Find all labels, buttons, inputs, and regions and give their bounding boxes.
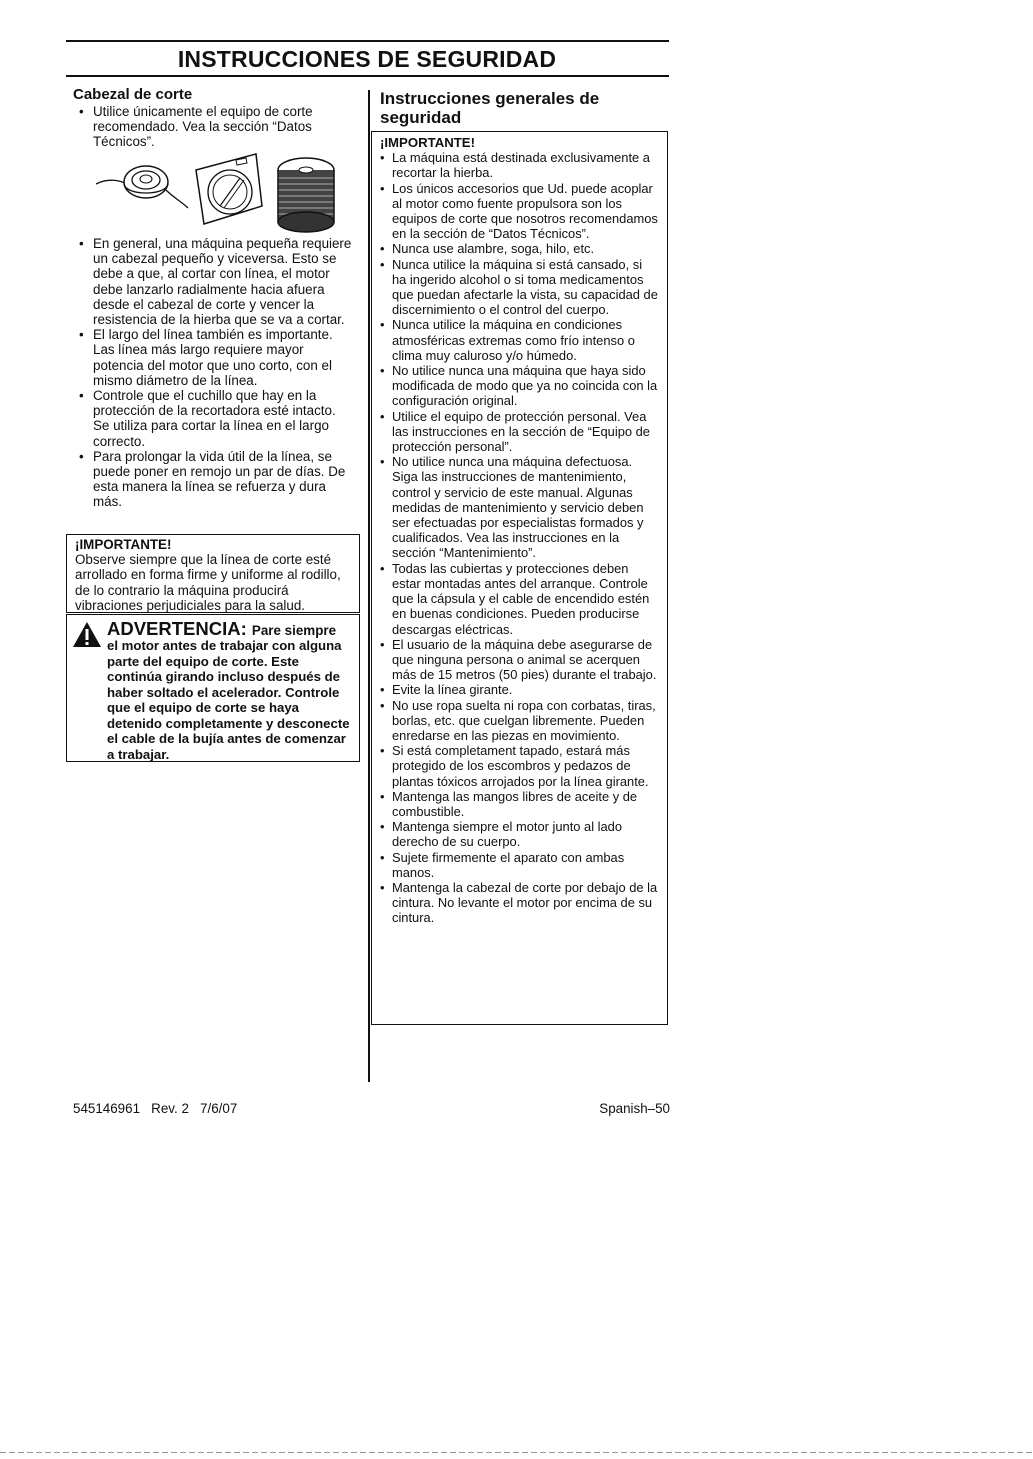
- important-box-right: [371, 131, 668, 1025]
- header-top-rule: [66, 40, 669, 42]
- list-item: • Nunca utilice la máquina en condiciones atmosféricas extremas como frío intenso o clima muy caluroso y/o húmedo.: [380, 317, 659, 363]
- list-item: • Para prolongar la vida útil de la línea, se puede poner en remojo un par de días. De esta manera la línea se refuerza y dura más.: [73, 449, 355, 510]
- list-item: • Sujete firmemente el aparato con ambas manos.: [380, 850, 659, 880]
- list-item: • Mantenga la cabezal de corte por debajo de la cintura. No levante el motor por encima de su cintura.: [380, 880, 659, 926]
- cutting-head-heading: Cabezal de corte: [73, 86, 193, 103]
- cutting-head-section: [73, 86, 355, 150]
- list-item: • Utilice el equipo de protección personal. Vea las instrucciones en la sección de “Equipo de protección personal”.: [380, 409, 659, 455]
- warning-title: ADVERTENCIA:: [107, 618, 247, 639]
- important-title: ¡IMPORTANTE!: [380, 135, 475, 150]
- list-item: • En general, una máquina pequeña requiere un cabezal pequeño y viceversa. Esto se debe a que, al cortar con línea, el motor debe lanzarlo radialmente hacia afuera desde el cabezal de corte y vencer la resistencia de la hierba que se va a cortar.: [73, 236, 355, 327]
- list-item: • Nunca use alambre, soga, hilo, etc.: [380, 241, 659, 256]
- page-title: INSTRUCCIONES DE SEGURIDAD: [177, 46, 557, 72]
- cutting-line-list: [73, 236, 355, 510]
- important-title: ¡IMPORTANTE!: [75, 537, 172, 552]
- cutting-equipment-illustration: [96, 150, 346, 238]
- list-item: • Controle que el cuchillo que hay en la protección de la recortadora esté intacto. Se utiliza para cortar la línea en el largo correcto.: [73, 388, 355, 449]
- list-item: • No use ropa suelta ni ropa con corbatas, tiras, borlas, etc. que cuelgan libremente. Pueden enredarse en las piezas en movimiento.: [380, 698, 659, 744]
- warning-text: el motor antes de trabajar con alguna parte del equipo de corte. Este continúa girando incluso después de haber soltado el acelerador. Controle que el equipo de corte se haya detenido completamente y desconecte el cable de la bujía antes de comenzar a trabajar.: [107, 638, 350, 762]
- list-item: • No utilice nunca una máquina que haya sido modificada de modo que ya no coincida con la configuración original.: [380, 363, 659, 409]
- list-item: • Evite la línea girante.: [380, 682, 659, 697]
- warning-lead: Pare siempre: [251, 623, 337, 638]
- list-item: • Mantenga siempre el motor junto al lado derecho de su cuerpo.: [380, 819, 659, 849]
- line-spool-icon: [278, 158, 334, 232]
- important-text: Observe siempre que la línea de corte esté arrollado en forma firme y uniforme al rodillo, de lo contrario la máquina producirá vibraciones perjudiciales para la salud.: [75, 552, 341, 613]
- column-divider: [368, 90, 370, 1082]
- important-box-left: [66, 534, 360, 613]
- general-safety-list: [380, 150, 659, 925]
- scan-edge-line: [0, 1452, 1033, 1453]
- list-item: • No utilice nunca una máquina defectuosa. Siga las instrucciones de mantenimiento, control y servicio de este manual. Algunas medidas de mantenimiento y servicio deben ser efectuadas por especialistas formados y cualificados. Vea las instrucciones en la sección “Mantenimiento”.: [380, 454, 659, 560]
- trimmer-head-icon: [96, 166, 188, 208]
- list-item: • Los únicos accesorios que Ud. puede acoplar al motor como fuente propulsora son los equipos de corte que nosotros recomendamos en la sección de “Datos Técnicos”.: [380, 181, 659, 242]
- cutting-line-tips: [73, 236, 355, 510]
- list-item: • El usuario de la máquina debe asegurarse de que ninguna persona o animal se acerquen más de 15 metros (50 pies) durante el trabajo.: [380, 637, 659, 683]
- general-safety-heading: [380, 89, 670, 127]
- list-item: • Si está completament tapado, estará más protegido de los escombros y pedazos de plantas tóxicos arrojados por la línea girante.: [380, 743, 659, 789]
- list-item: • El largo del línea también es importante. Las línea más largo requiere mayor potencia del motor que uno corto, con el mismo diámetro de la línea.: [73, 327, 355, 388]
- list-item: • Todas las cubiertas y protecciones deben estar montadas antes del arranque. Controle que la cápsula y el cable de encendido estén en buenas condiciones. Pueden producirse descargas eléctricas.: [380, 561, 659, 637]
- document-id: 545146961 Rev. 2 7/6/07: [73, 1101, 238, 1116]
- general-safety-heading-line1: Instrucciones generales de: [380, 89, 600, 108]
- warning-triangle-icon: [72, 621, 102, 648]
- list-item: • Nunca utilice la máquina si está cansado, si ha ingerido alcohol o si toma medicamentos que puedan afectarle la vista, su capacidad de discernimiento o el control del cuerpo.: [380, 257, 659, 318]
- list-item: • Mantenga las mangos libres de aceite y de combustible.: [380, 789, 659, 819]
- list-item: • La máquina está destinada exclusivamente a recortar la hierba.: [380, 150, 659, 180]
- cutting-head-list: [73, 104, 355, 150]
- general-safety-heading-line2: seguridad: [380, 108, 462, 127]
- line-package-icon: [196, 154, 262, 224]
- page-number: Spanish–50: [599, 1101, 670, 1116]
- header-bottom-rule: [66, 75, 669, 77]
- list-item: • Utilice únicamente el equipo de corte recomendado. Vea la sección “Datos Técnicos”.: [73, 104, 355, 150]
